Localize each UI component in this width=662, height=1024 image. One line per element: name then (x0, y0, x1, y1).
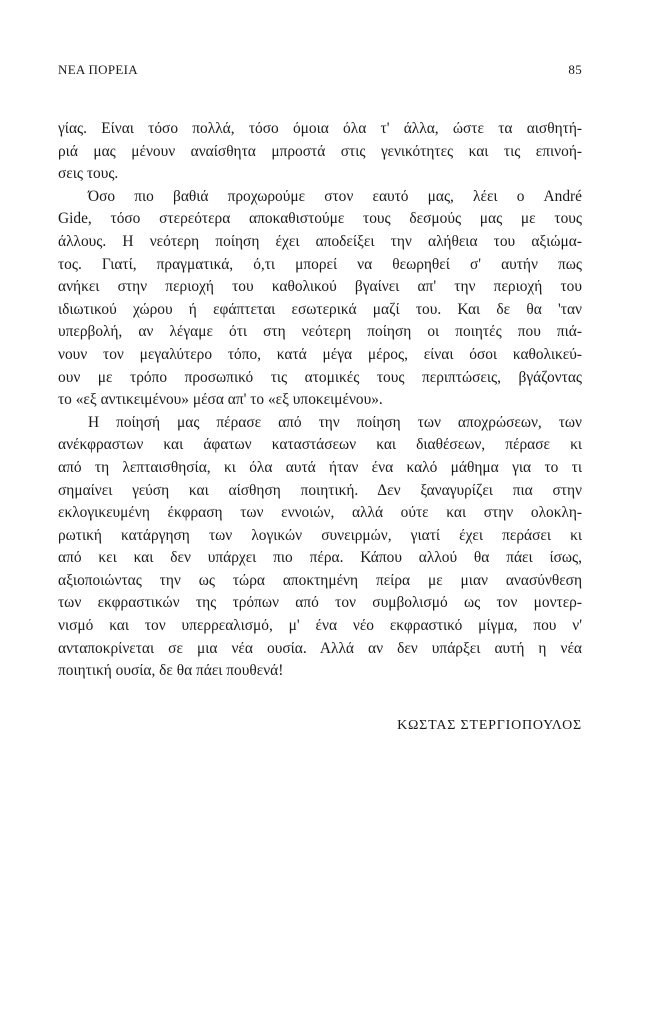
page-number: 85 (568, 62, 582, 77)
text-line: Η ποίησή μας πέρασε από την ποίηση των αποχρώσεων, των (88, 413, 582, 431)
text-line: ουν με τρόπο προσωπικό τις ατομικές τους περιπτώσεις, βγάζοντας (58, 368, 582, 386)
text-line: Gide, τόσο στερεότερα αποκαθιστούμε τους δεσμούς μας με τους (58, 210, 582, 228)
text-line: τος. Γιατί, πραγματικά, ό,τι μπορεί να θεωρηθεί σ' αυτήν πως (58, 255, 582, 273)
text-line: από κει και δεν υπάρχει πιο πέρα. Κάπου αλλού θα πάει ίσως, (58, 549, 582, 567)
text-line: αξιοποιώντας την ως τώρα αποκτημένη πείρα με μιαν ανασύνθεση (58, 571, 582, 589)
text-line: νισμό και τον υπερρεαλισμό, μ' ένα νέο εκφραστικό μίγμα, που ν' (58, 617, 582, 635)
text-line: υπερβολή, αν λέγαμε ότι στη νεότερη ποίηση οι ποιητές που πιά- (58, 323, 582, 341)
text-line: ρωτική κατάργηση των λογικών συνειρμών, γιατί έχει περάσει κι (58, 526, 582, 544)
text-line: ανταποκρίνεται σε μια νέα ουσία. Αλλά αν δεν υπάρξει αυτή η νέα (58, 639, 582, 657)
text-line: το «εξ αντικειμένου» μέσα απ' το «εξ υποκειμένου». (58, 391, 383, 409)
text-line: ανήκει στην περιοχή του καθολικού βγαίνει απ' την περιοχή του (58, 278, 582, 296)
text-line: σεις τους. (58, 165, 119, 183)
text-line: ανέκφραστων και άφατων καταστάσεων και διαθέσεων, πέρασε κι (58, 436, 582, 454)
text-line: γίας. Είναι τόσο πολλά, τόσο όμοια όλα τ' άλλα, ώστε τα αισθητή- (58, 120, 582, 137)
author-signature: ΚΩΣΤΑΣ ΣΤΕΡΓΙΟΠΟΥΛΟΣ (397, 718, 582, 733)
text-line: των εκφραστικών της τρόπων από τον συμβολισμό ως τον μοντερ- (58, 594, 582, 612)
running-head (58, 62, 582, 82)
text-line: ριά μας μένουν αναίσθητα μπροστά στις γενικότητες και τις επινοή- (58, 142, 582, 160)
text-line: από τη λεπταισθησία, κι όλα αυτά ήταν ένα καλό μάθημα για το τι (58, 458, 582, 476)
running-title: ΝΕΑ ΠΟΡΕΙΑ (58, 62, 138, 77)
text-line: εκλογικευμένη έκφραση των εννοιών, αλλά ούτε και στην ολοκλη- (58, 504, 582, 522)
text-line: ποιητική ουσία, δε θα πάει πουθενά! (58, 662, 284, 680)
text-line: άλλους. Η νεότερη ποίηση έχει αποδείξει την αλήθεια του αξιώμα- (58, 232, 582, 250)
text-line: Όσο πιο βαθιά προχωρούμε στον εαυτό μας, λέει ο André (88, 187, 582, 205)
text-line: ιδιωτικού χώρου ή εφάπτεται εσωτερικά μαζί του. Και δε θα 'ταν (58, 300, 582, 318)
text-line: σημαίνει γεύση και αίσθηση ποιητική. Δεν ξαναγυρίζει πια στην (58, 481, 582, 499)
text-line: νουν τον μεγαλύτερο τόπο, κατά μέγα μέρος, είναι όσοι καθολικεύ- (58, 345, 582, 363)
body-text (58, 118, 582, 683)
